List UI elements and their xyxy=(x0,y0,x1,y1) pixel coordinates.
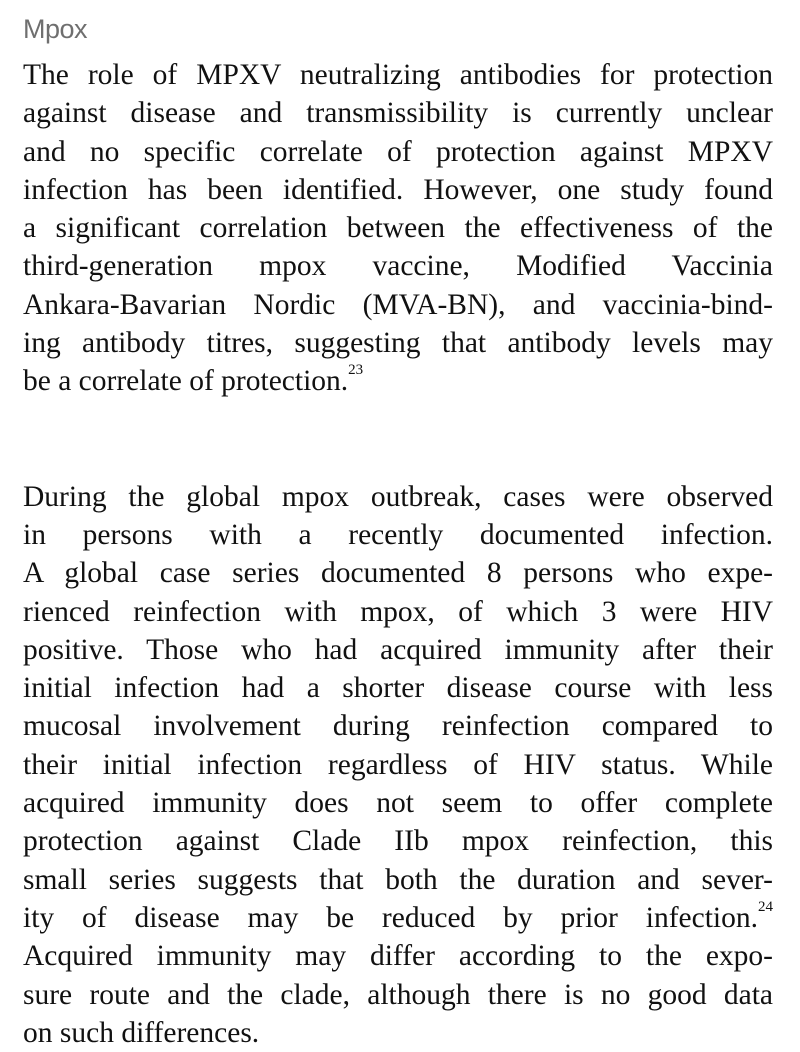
document-page xyxy=(23,0,773,1052)
paragraph-line: rienced reinfection with mpox, of which 3 were HIV xyxy=(23,595,773,628)
paragraph-line-text: ity of disease may be reduced by prior infection. xyxy=(23,901,758,934)
paragraph-line: Ankara-Bavarian Nordic (MVA-BN), and vaccinia-bind- xyxy=(23,288,773,321)
paragraph-line-with-reference xyxy=(23,362,773,400)
paragraph-line: initial infection had a shorter disease course with less xyxy=(23,672,773,705)
paragraph-line: sure route and the clade, although there is no good data xyxy=(23,978,773,1011)
paragraph-spacer xyxy=(23,401,773,478)
paragraph-line: mucosal involvement during reinfection compared to xyxy=(23,710,773,743)
paragraph-line: A global case series documented 8 persons who expe- xyxy=(23,557,773,590)
reference-superscript: 24 xyxy=(758,898,773,915)
paragraph-line: ing antibody titres, suggesting that antibody levels may xyxy=(23,327,773,360)
paragraph-line: against disease and transmissibility is currently unclear xyxy=(23,97,773,130)
paragraph-antibodies xyxy=(23,56,773,401)
paragraph-line: a significant correlation between the effectiveness of the xyxy=(23,212,773,245)
paragraph-line: their initial infection regardless of HIV status. While xyxy=(23,748,773,781)
paragraph-line: positive. Those who had acquired immunity after their xyxy=(23,633,773,666)
paragraph-line-with-reference xyxy=(23,899,773,937)
paragraph-line: small series suggests that both the duration and sever- xyxy=(23,863,773,896)
paragraph-line: in persons with a recently documented infection. xyxy=(23,518,773,551)
paragraph-line: protection against Clade IIb mpox reinfection, this xyxy=(23,825,773,858)
paragraph-line: Acquired immunity may differ according to the expo- xyxy=(23,940,773,973)
paragraph-line: infection has been identified. However, one study found xyxy=(23,173,773,206)
paragraph-line: and no specific correlate of protection against MPXV xyxy=(23,135,773,168)
paragraph-line-text: be a correlate of protection. xyxy=(23,365,349,398)
reference-superscript: 23 xyxy=(348,362,364,379)
section-heading: Mpox xyxy=(23,14,88,44)
paragraph-line: on such differences. xyxy=(23,1016,260,1049)
paragraph-reinfection xyxy=(23,478,773,1052)
paragraph-line: During the global mpox outbreak, cases were observed xyxy=(23,480,773,513)
paragraph-line: third-generation mpox vaccine, Modified Vaccinia xyxy=(23,250,773,283)
paragraph-line: acquired immunity does not seem to offer complete xyxy=(23,787,773,820)
paragraph-line: The role of MPXV neutralizing antibodies for protection xyxy=(23,59,773,91)
